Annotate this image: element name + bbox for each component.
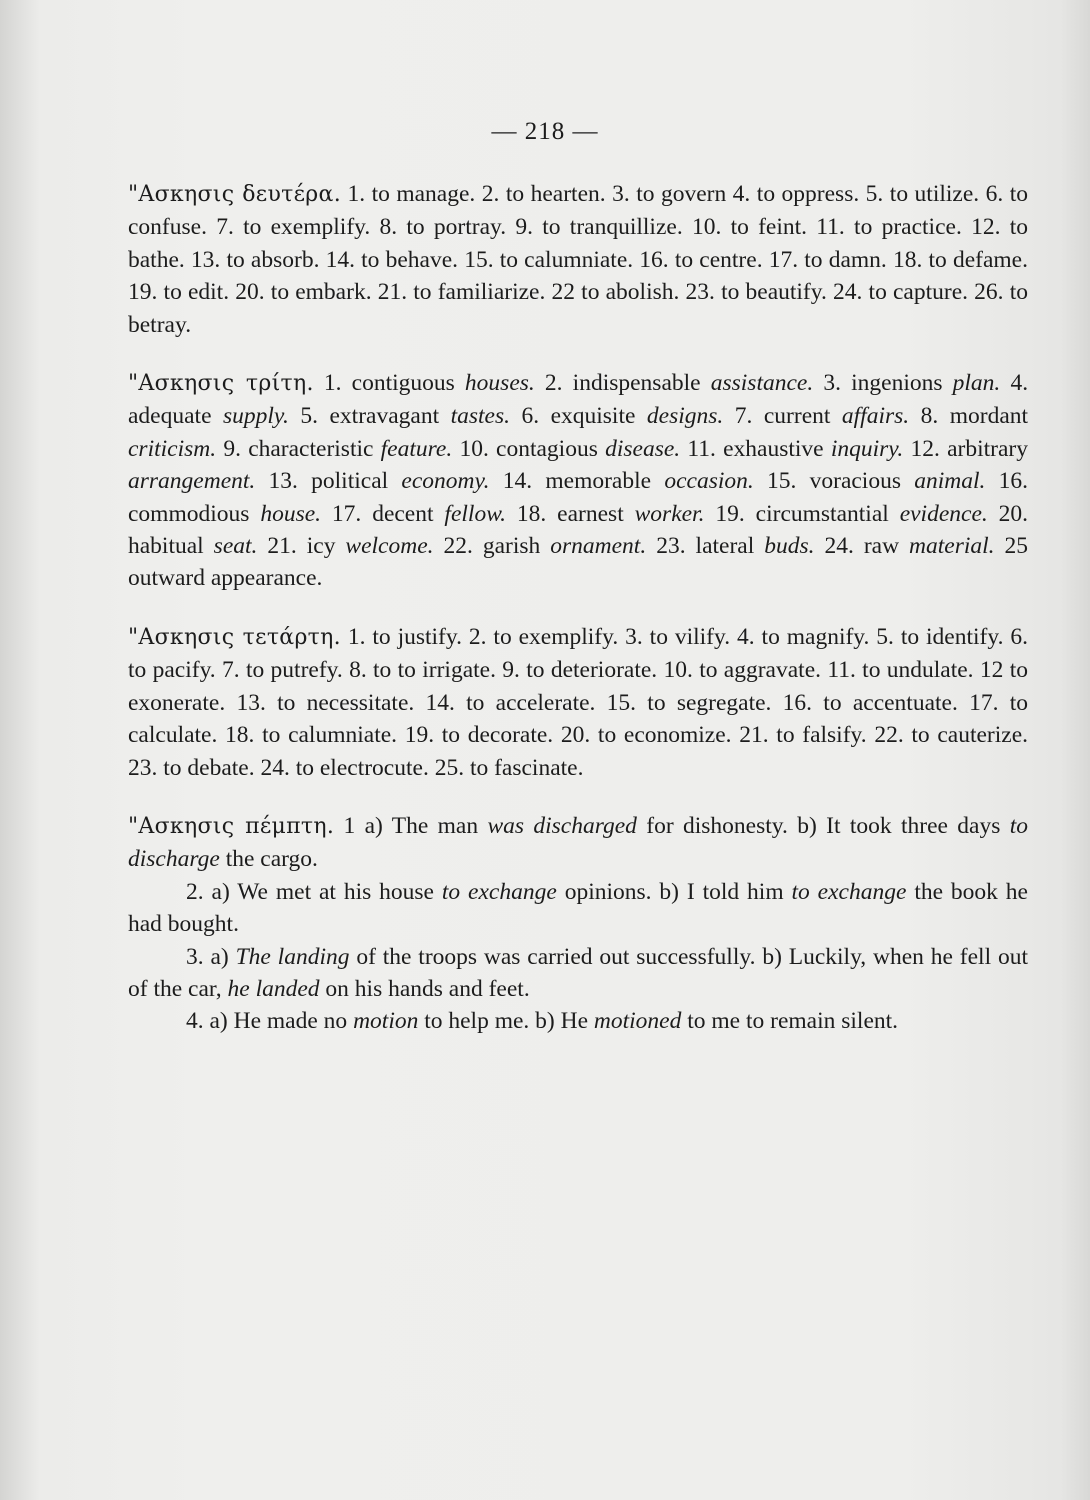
exercise-3-item-word: buds. <box>764 533 815 560</box>
exercise-5-heading: "Ασκησις πέμπτη. <box>128 813 335 839</box>
exercise-5-item <box>128 810 1028 876</box>
exercise-3-item-word: worker. <box>634 500 705 527</box>
exercise-5-a-it: motion <box>353 1008 419 1035</box>
exercise-3-item-word: ornament. <box>550 533 647 560</box>
exercise-3-item-prefix: 24. raw <box>824 533 910 560</box>
exercise-5-b-it: to exchange <box>791 878 907 905</box>
exercise-3-item-word: seat. <box>213 533 258 560</box>
exercise-5-item <box>128 876 1028 941</box>
exercise-3-item-word: house. <box>260 500 322 527</box>
page-content <box>128 178 1028 1038</box>
exercise-3-item-prefix: 6. exquisite <box>521 403 647 430</box>
exercise-3-item-prefix: 15. voracious <box>767 468 915 495</box>
exercise-3-item-word: economy. <box>401 468 490 495</box>
exercise-3-item-prefix: 7. current <box>734 403 842 430</box>
exercise-5-item <box>128 1005 1028 1037</box>
exercise-3-item-prefix: 20. habitual <box>128 500 1029 560</box>
exercise-3-item-prefix: 14. memorable <box>502 468 665 495</box>
exercise-3-item-prefix: 21. icy <box>267 533 346 560</box>
exercise-3-item-word: houses. <box>464 370 535 397</box>
exercise-5-item <box>128 941 1028 1006</box>
exercise-3-item-word: supply. <box>222 403 289 430</box>
exercise-5-a-post: of the troops was carried out successfully. <box>349 943 756 970</box>
exercise-5-b-it: to discharge <box>128 812 1028 873</box>
exercise-5-b-pre: b) It took three days <box>787 812 1010 839</box>
exercise-4-heading: "Ασκησις τετάρτη. <box>128 624 341 650</box>
exercise-3-item-prefix: 19. circumstantial <box>715 500 900 527</box>
exercise-3-item-prefix: 8. mordant <box>920 403 1029 430</box>
exercise-5-a-pre: 1 a) The man <box>343 812 488 839</box>
exercise-5-b-post: to me to remain silent. <box>681 1008 899 1035</box>
exercise-5 <box>128 810 1028 1038</box>
exercise-3-item-prefix: 12. arbitrary <box>910 435 1028 462</box>
exercise-3-heading: "Ασκησις τρίτη. <box>128 371 314 397</box>
exercise-3-item-prefix: 4. adequate <box>128 370 1029 430</box>
exercise-5-b-post: on his hands and feet. <box>319 975 530 1002</box>
exercise-3-item-word: feature. <box>380 435 453 462</box>
exercise-3-item-word: tastes. <box>450 403 510 430</box>
exercise-5-a-it: The landing <box>235 943 350 970</box>
exercise-3-item-word: designs. <box>646 403 724 430</box>
exercise-5-a-pre: 2. a) We met at his house <box>186 878 442 905</box>
exercise-3-item-prefix: 2. indispensable <box>544 370 711 397</box>
exercise-5-a-it: to exchange <box>441 878 557 905</box>
exercise-3-item-prefix: 5. extravagant <box>300 403 451 430</box>
exercise-3-item-word: inquiry. <box>830 435 904 462</box>
exercise-3-tail: 25 outward appearance. <box>128 533 1029 592</box>
exercise-2-heading: "Ασκησις δευτέρα. <box>128 182 341 207</box>
exercise-3-item-word: plan. <box>952 370 1001 397</box>
exercise-3-item-word: material. <box>909 533 995 560</box>
exercise-5-a-post: to help me. <box>418 1008 530 1035</box>
exercise-3-item-word: animal. <box>914 468 986 495</box>
exercise-3-item-word: disease. <box>605 435 681 462</box>
exercise-5-a-post: opinions. <box>556 878 652 905</box>
exercise-5-b-it: motioned <box>593 1008 682 1035</box>
exercise-5-b-pre: b) I told him <box>651 878 792 905</box>
exercise-5-a-pre: 4. a) He made no <box>186 1008 354 1035</box>
exercise-3-item-prefix: 17. decent <box>331 500 445 527</box>
exercise-3-item-prefix: 3. ingenions <box>823 370 953 397</box>
exercise-2 <box>128 178 1028 341</box>
exercise-5-b-pre: b) He <box>529 1008 594 1035</box>
exercise-3-item-word: fellow. <box>444 500 506 527</box>
exercise-5-a-it: was discharged <box>487 812 637 839</box>
exercise-3 <box>128 367 1028 595</box>
page-number: — 218 — <box>491 118 599 145</box>
exercise-5-b-it: he landed <box>227 975 320 1002</box>
exercise-4-text: 1. to justify. 2. to exemplify. 3. to vilify. 4. to magnify. 5. to identify. 6. to pacify. 7. to putrefy. 8. to to irrigate. 9. to deteriorate. 10. to aggravate. 11. to undulate. 12 to exonerate. 13. to necessitate. 14. to accelerate. 15. to segregate. 16. to accentuate. 17. to calculate. 18. to calumniate. 19. to decorate. 20. to economize. 21. to falsify. 22. to cauterize. 23. to debate. 24. to electrocute. 25. to fascinate. <box>128 623 1029 781</box>
exercise-3-item-word: assistance. <box>710 370 814 397</box>
exercise-3-item-prefix: 13. political <box>268 468 402 495</box>
exercise-3-item-prefix: 16. commodious <box>128 468 1029 527</box>
exercise-3-item-prefix: 9. characteristic <box>223 435 381 462</box>
exercise-3-item-prefix: 23. lateral <box>656 533 765 560</box>
exercise-3-item-word: affairs. <box>841 403 910 430</box>
exercise-5-a-post: for dishonesty. <box>636 812 788 839</box>
exercise-3-item-word: arrangement. <box>128 468 256 495</box>
exercise-3-item-prefix: 22. garish <box>443 533 551 560</box>
exercise-5-b-post: the cargo. <box>219 846 318 873</box>
exercise-5-b-pre: b) Luckily, when he fell out of the car, <box>128 943 1028 1002</box>
exercise-3-item-prefix: 11. exhaustive <box>687 435 831 462</box>
exercise-2-text: 1. to manage. 2. to hearten. 3. to govern 4. to oppress. 5. to utilize. 6. to confuse. 7. to exemplify. 8. to portray. 9. to tranquillize. 10. to feint. 11. to practice. 12. to bathe. 13. to absorb. 14. to behave. 15. to calumniate. 16. to centre. 17. to damn. 18. to defame. 19. to edit. 20. to embark. 21. to familiarize. 22 to abolish. 23. to beautify. 24. to capture. 26. to betray. <box>128 181 1029 338</box>
exercise-5-a-pre: 3. a) <box>186 943 236 970</box>
exercise-3-item-word: criticism. <box>128 435 217 462</box>
exercise-3-item-word: occasion. <box>664 468 754 495</box>
exercise-3-item-prefix: 10. contagious <box>459 435 606 462</box>
exercise-3-item-word: evidence. <box>899 500 988 527</box>
exercise-3-item-prefix: 1. contiguous <box>323 370 465 397</box>
exercise-4 <box>128 621 1028 784</box>
exercise-3-item-prefix: 18. earnest <box>516 500 635 527</box>
exercise-3-item-word: welcome. <box>345 533 434 560</box>
exercise-5-b-post: the book he had bought. <box>128 878 1028 938</box>
